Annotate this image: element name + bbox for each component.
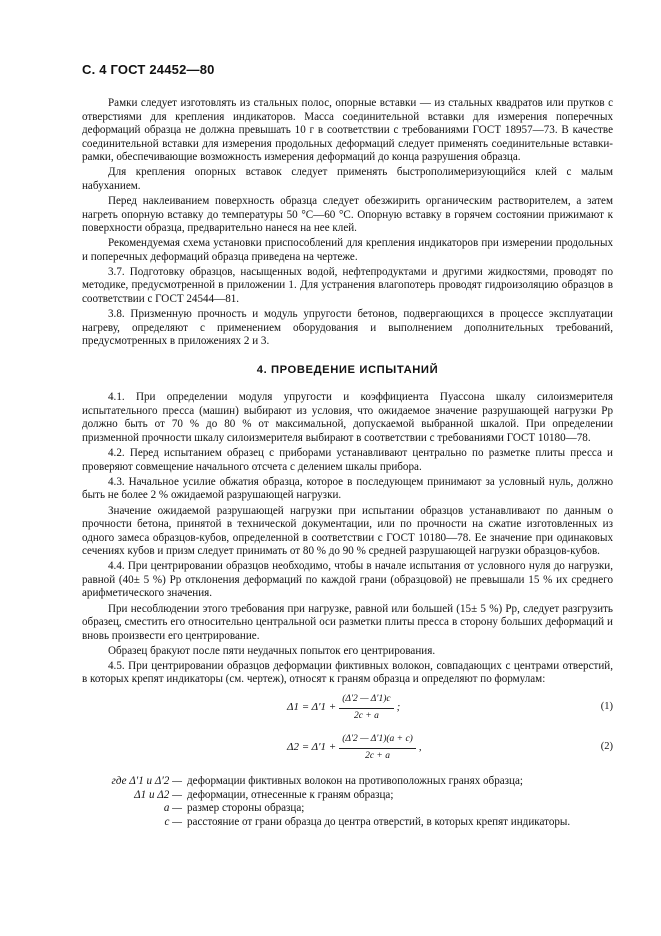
formula-tail: ; <box>396 701 401 714</box>
legend-text: размер стороны образца; <box>187 802 305 815</box>
paragraph: 3.8. Призменную прочность и модуль упругости бетонов, подвергающихся в процессе эксплуатации нагреву, определяют с применением оборудования и выполнением дополнительных требований, предусмотренных в приложениях 2 и 3. <box>82 308 613 348</box>
paragraph: Рамки следует изготовлять из стальных полос, опорные вставки — из стальных квадратов или прутков с отверстиями для крепления индикаторов. Масса соединительной вставки для измерения поперечных деформаций образца не должна превышать 10 г в соответствии с требованиями ГОСТ 18957—73. В качестве соединительной вставки для измерения продольных деформаций следует применять соединительные вставки-рамки, обеспечивающие возможность измерения деформаций до конца разрушения образца. <box>82 97 613 164</box>
section-title: 4. ПРОВЕДЕНИЕ ИСПЫТАНИЙ <box>256 363 439 376</box>
paragraph: Образец бракуют после пяти неудачных попыток его центрирования. <box>108 644 436 657</box>
paragraph: Перед наклеиванием поверхность образца следует обезжирить органическим растворителем, а затем нагреть опорную вставку до температуры 50 °С—60 °С. Опорную вставку в горячем состоянии прижимают к поверхности образца, предварительно нанеся на нее клей. <box>82 195 613 235</box>
legend-text: деформации, отнесенные к граням образца; <box>187 788 394 801</box>
paragraph: 4.5. При центрировании образцов деформации фиктивных волокон, совпадающих с центрами отверстий, в которых крепят индикаторы (см. чертеж), относят к граням образца и определяют по формулам: <box>82 659 613 686</box>
legend-symbol: где Δ′1 и Δ′2 — <box>111 775 182 787</box>
paragraph: 3.7. Подготовку образцов, насыщенных водой, нефтепродуктами и другими жидкостями, проводят по методике, предусмотренной в приложении 1. Для устранения влагопотерь проводят гидроизоляцию образцов в соответствии с ГОСТ 24544—81. <box>82 265 613 306</box>
formula-lhs: Δ1 = Δ′1 + <box>287 701 337 714</box>
formula-numerator: (Δ′2 — Δ′1)(a + c) <box>339 733 416 749</box>
paragraph: 4.2. Перед испытанием образец с приборами устанавливают центрально по разметке плиты пресса и проверяют совмещение начального отсчета с делением шкалы прибора. <box>82 447 613 473</box>
legend-row <box>82 789 613 803</box>
paragraph: 4.3. Начальное усилие обжатия образца, которое в последующем принимают за условный нуль, должно быть не более 2 % ожидаемой разрушающей нагрузки. <box>82 475 613 502</box>
formula-legend <box>82 775 613 829</box>
formula-number: (1) <box>600 701 613 712</box>
paragraph: Рекомендуемая схема установки приспособлений для крепления индикаторов при измерении продольных и поперечных деформаций образца приведена на чертеже. <box>82 237 613 263</box>
paragraph: Значение ожидаемой разрушающей нагрузки при испытании образцов устанавливают по данным о прочности бетона, принятой в технической документации, или по прочности на сжатие изготовленных из одного замеса образцов-кубов, определенной в соответствии с ГОСТ 10180—78. Ее значение при одинаковых сечениях кубов и призм следует принимать от 80 % до 90 % средней разрушающей нагрузки образцов-кубов. <box>82 504 613 558</box>
legend-symbol: Δ1 и Δ2 — <box>134 788 182 801</box>
formula-fraction <box>339 693 393 723</box>
formula-tail: , <box>418 741 422 754</box>
paragraph: 4.4. При центрировании образцов необходимо, чтобы в начале испытания от условного нуля до нагрузки, равной (40± 5 %) Pр отклонения деформаций по каждой грани (образцовой) не превышали 15 % их среднего арифметического значения. <box>82 560 613 600</box>
legend-row <box>82 802 613 816</box>
page-header: С. 4 ГОСТ 24452—80 <box>82 62 215 77</box>
document-body <box>82 97 613 829</box>
formula-denominator: 2c + a <box>365 750 390 761</box>
formula-numerator: (Δ′2 — Δ′1)c <box>339 693 393 709</box>
formula-1 <box>82 691 613 727</box>
formula-lhs: Δ2 = Δ′1 + <box>287 741 337 754</box>
formula-number: (2) <box>600 741 613 752</box>
paragraph: Для крепления опорных вставок следует применять быстрополимеризующийся клей с малым набуханием. <box>82 166 613 192</box>
legend-text: деформации фиктивных волокон на противоположных гранях образца; <box>187 775 524 787</box>
legend-text: расстояние от грани образца до центра отверстий, в которых крепят индикаторы. <box>187 815 571 828</box>
paragraph: 4.1. При определении модуля упругости и коэффициента Пуассона шкалу силоизмерителя испытательного пресса (машин) выбирают из условия, что ожидаемое значение разрушающей нагрузки Pр должно быть от 70 % до 80 % от максимальной, допускаемой выбранной шкалой. При определении призменной прочности шкалу силоизмерителя выбирают в соответствии с требованиями ГОСТ 10180—78. <box>82 391 613 444</box>
formula-2 <box>82 731 613 767</box>
legend-symbol: c — <box>164 815 182 828</box>
legend-symbol: a — <box>163 802 182 815</box>
paragraph: При несоблюдении этого требования при нагрузке, равной или большей (15± 5 %) Pр, следует разгрузить образец, сместить его относительно центральной оси разметки плиты пресса в сторону больших деформаций и вновь произвести его центрирование. <box>82 602 613 642</box>
legend-row <box>82 816 613 830</box>
formula-denominator: 2c + a <box>353 710 379 721</box>
legend-row <box>82 775 613 789</box>
formula-fraction <box>339 733 416 763</box>
